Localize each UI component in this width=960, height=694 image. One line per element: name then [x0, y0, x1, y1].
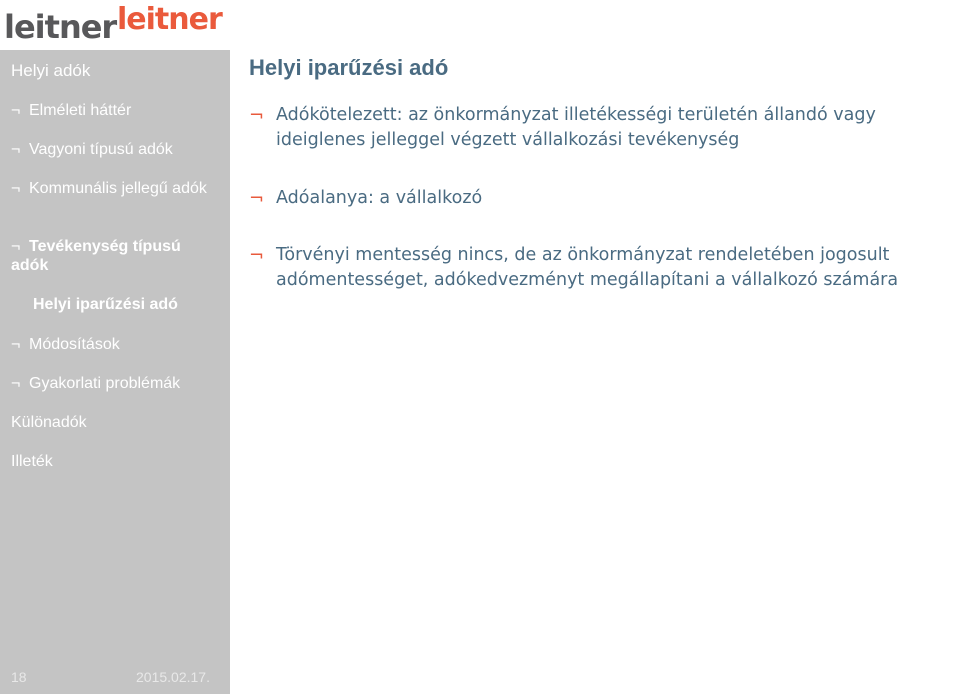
- content-bullet: [249, 186, 960, 211]
- content-bullet: [249, 103, 960, 153]
- bullet-mark-icon: ¬: [11, 238, 21, 255]
- bullet-mark-icon: ¬: [249, 105, 265, 126]
- sidebar-item-tevekenyseg-tipusu-adok[interactable]: [11, 237, 221, 275]
- sidebar-item-illetek[interactable]: Illeték: [11, 453, 53, 470]
- sidebar-item-label: Tevékenység típusú adók: [11, 238, 181, 274]
- sidebar-item-label: Módosítások: [29, 336, 120, 353]
- logo-word-gray: leitner: [4, 8, 117, 46]
- bullet-mark-icon: ¬: [11, 375, 21, 392]
- sidebar-item-gyakorlati-problemak[interactable]: [11, 374, 180, 393]
- bullet-mark-icon: ¬: [11, 180, 21, 197]
- sidebar-item-label: Elméleti háttér: [29, 102, 132, 119]
- sidebar-title: Helyi adók: [11, 61, 91, 80]
- sidebar-item-vagyoni-tipusu-adok[interactable]: [11, 140, 173, 159]
- bullet-text: Adóalanya: a vállalkozó: [276, 188, 483, 208]
- bullet-mark-icon: ¬: [11, 336, 21, 353]
- sidebar-item-elmeleti-hatter[interactable]: [11, 101, 131, 120]
- sidebar-item-kommunalis-jellegu-adok[interactable]: [11, 179, 211, 198]
- sidebar-item-label: Gyakorlati problémák: [29, 375, 181, 392]
- page-number: 18: [11, 669, 27, 685]
- sidebar: [0, 50, 230, 694]
- bullet-mark-icon: ¬: [249, 245, 265, 266]
- bullet-mark-icon: ¬: [11, 141, 21, 158]
- sidebar-item-label: Vagyoni típusú adók: [29, 141, 173, 158]
- bullet-text: Adókötelezett: az önkormányzat illetékességi területén állandó vagy ideiglenes jelleggel végzett vállalkozási tevékenység: [276, 105, 876, 150]
- sidebar-item-modositasok[interactable]: [11, 335, 120, 354]
- footer-date: 2015.02.17.: [136, 669, 210, 685]
- logo-word-orange: leitner: [117, 2, 222, 37]
- sidebar-item-kulonadok[interactable]: Különadók: [11, 414, 87, 431]
- content-bullet: [249, 243, 960, 293]
- bullet-mark-icon: ¬: [11, 102, 21, 119]
- sidebar-item-label: Kommunális jellegű adók: [29, 180, 207, 197]
- slide-title: Helyi iparűzési adó: [249, 55, 449, 80]
- bullet-mark-icon: ¬: [249, 188, 265, 209]
- sidebar-subitem-helyi-iparuzesi-ado[interactable]: Helyi iparűzési adó: [33, 296, 178, 313]
- bullet-text: Törvényi mentesség nincs, de az önkormányzat rendeletében jogosult adómentességet, adókedvezményt megállapítani a vállalkozó számára: [276, 245, 899, 290]
